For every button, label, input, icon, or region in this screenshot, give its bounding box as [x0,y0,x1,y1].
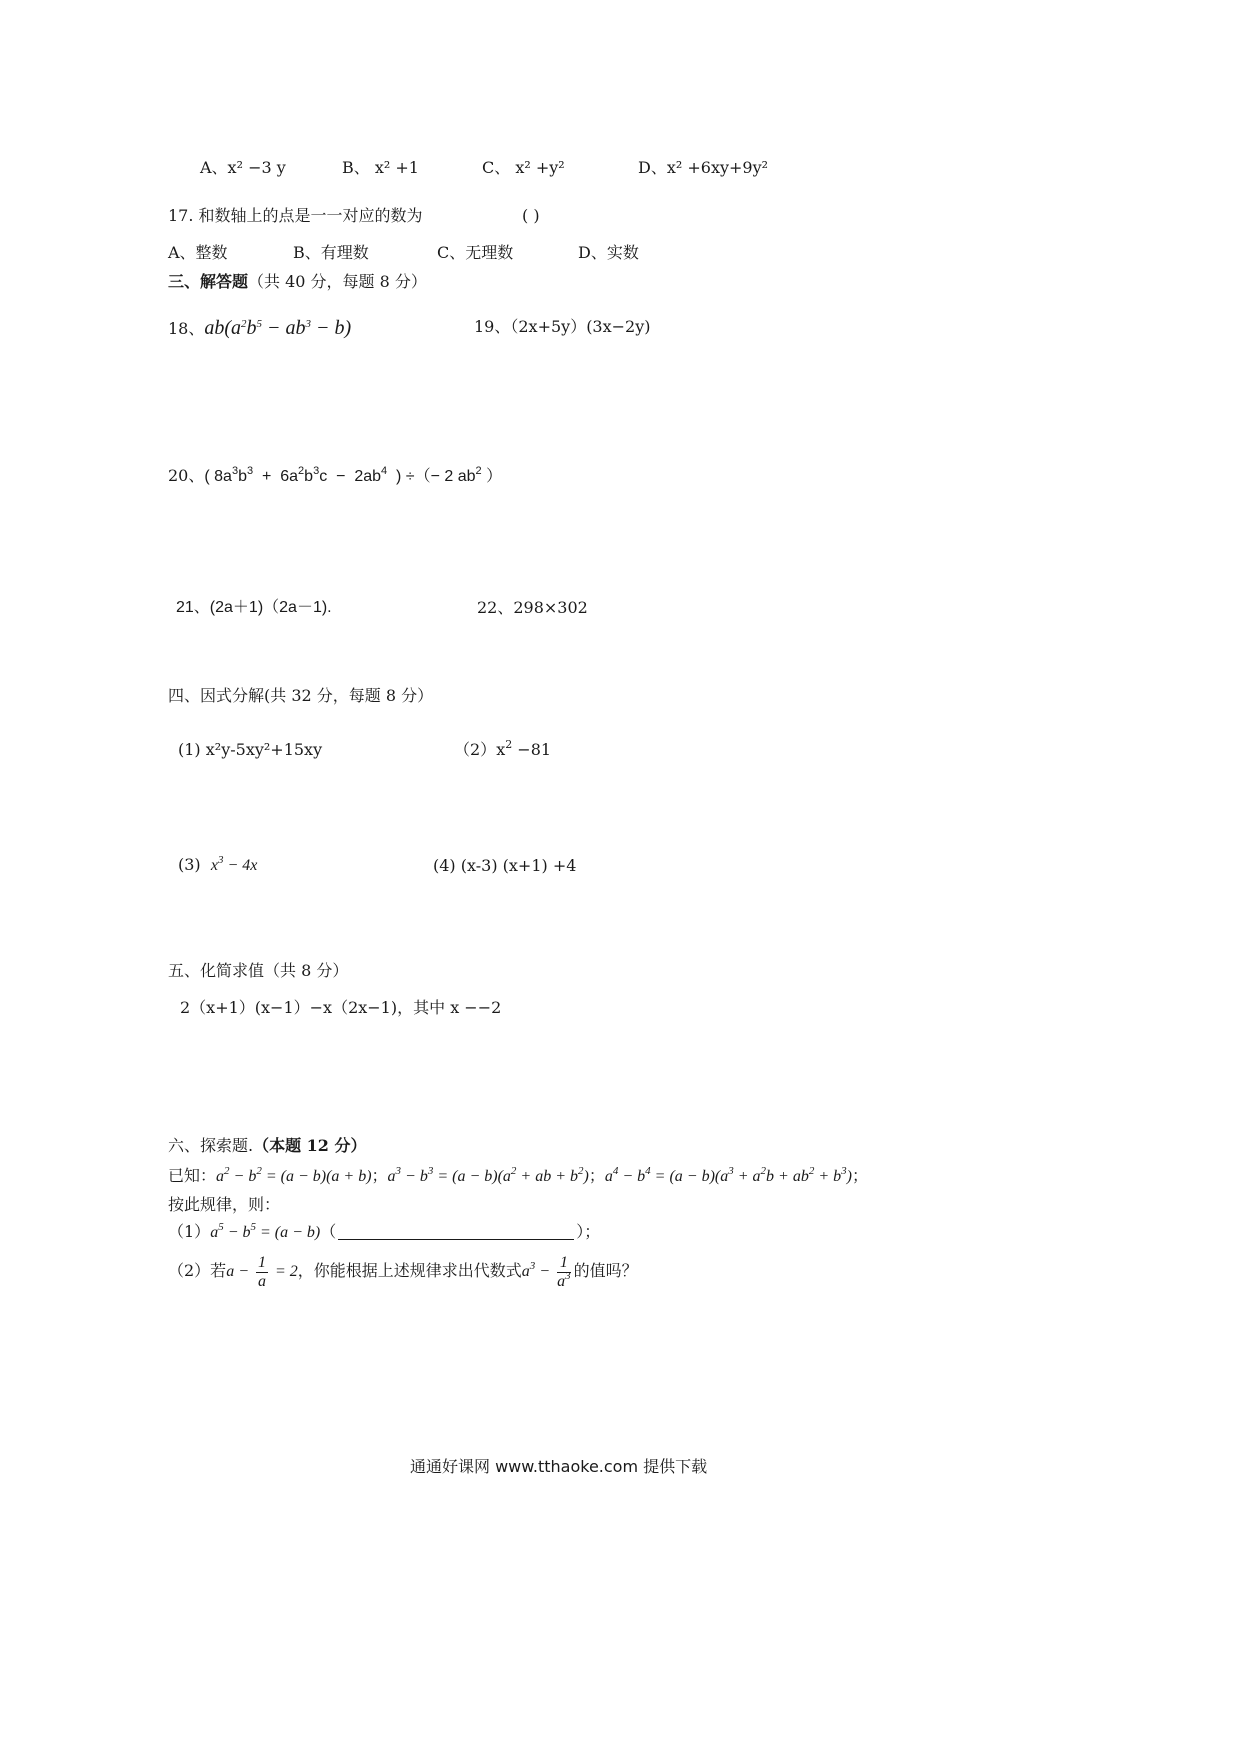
q18-number: 18、 [168,319,205,338]
factor-q2-label: （2） [454,740,497,759]
q22: 22、298×302 [477,598,588,617]
part2-target-expression: $a^3$ − $\frac{1}{a^3}$ [521,1254,571,1290]
q17-option-b: B、有理数 [293,243,369,262]
q19: 19、（2x+5y）(3x−2y) [474,317,651,336]
q16-option-c: C、 x² +y² [482,158,565,177]
q16-option-d: D、x² +6xy+9y² [638,158,769,177]
part2-label: （2）若 [168,1260,227,1280]
factor-q2-expression: $x^2 -81$ [496,738,552,759]
identity-3: $a^3 - b^3 = (a - b)(a^2$ + ab + $b^2$) [387,1165,589,1185]
q17-option-a: A、整数 [168,243,228,262]
rule-line: 按此规律，则： [168,1195,281,1214]
section6-title: 六、探索题. [168,1136,254,1155]
q17-option-d: D、实数 [578,243,639,262]
part1-label: （1） [168,1222,211,1241]
q20-number: 20、 [168,466,205,485]
q16-option-a: A、x² −3 y [200,158,286,177]
identity-4: $a^4 - b^4 = (a - b)(a^3 + a^2b + ab^2 + b^3)$ [604,1165,852,1185]
section6-heading [168,1136,367,1155]
footer-credit: 通通好课网 www.tthaoke.com 提供下载 [410,1457,708,1476]
part2-question: ，你能根据上述规律求出代数式 [297,1260,522,1280]
q18-expression: $ab(a^2b^5 - ab^3 - b)$ [204,317,352,339]
part1: $(1)a^5 - b^5 = (a - b)$（ ）； [168,1221,601,1241]
q20 [168,466,502,486]
part1-answer-blank[interactable] [338,1225,574,1240]
part2 [168,1254,638,1290]
known-label: 已知： [168,1166,217,1185]
factor-q3-expression: $x^3 - 4x$ [210,854,258,874]
factor-q1: (1) x²y-5xy²+15xy [178,740,323,759]
section3-heading [168,272,427,291]
q17-answer-paren: ( ) [522,206,540,225]
section3-score: （共 40 分，每题 8 分） [248,272,427,291]
part2-end: 的值吗？ [573,1260,638,1280]
section4-heading: 四、因式分解(共 32 分，每题 8 分） [168,686,434,705]
identity-2: $a^2 - b^2 = (a - b)(a + b)$ [216,1165,372,1185]
factor-q3-label: (3) [178,855,201,874]
section3-title: 三、解答题 [168,272,249,291]
factor-q3 [178,855,257,875]
q17-option-c: C、无理数 [437,243,514,262]
q18 [168,316,351,340]
part1-expression: $a^5 - b^5 = (a - b)$ [210,1221,321,1241]
q20-expression: ( $8a^3b^3 + 6a^2b^3c - 2ab^4$ ) ÷（− 2 $ab^2$ ） [204,465,503,485]
q21: 21、(2a＋1)（2a－1). [176,599,332,616]
known-identities: 已知：$a^2 - b^2 = (a - b)(a + b)$；$a^3 - b^3 = (a - b)(a^2$ + ab + $b^2$)；$a^4 - b^4 = (a - b)(a^3 + a^2b + ab^2 + b^3)$； [168,1165,868,1185]
section6-score: （本题 12 分） [253,1136,367,1155]
section5-heading: 五、化简求值（共 8 分） [168,961,349,980]
simplify-expression: 2（x+1）(x−1）−x（2x−1)，其中 x −−2 [180,998,502,1017]
part2-condition: a − $\frac{1}{a}$ = 2 [226,1254,298,1290]
factor-q4: (4) (x-3) (x+1) +4 [433,856,577,875]
q16-option-b: B、 x² +1 [342,158,419,177]
q17-stem: 17. 和数轴上的点是一一对应的数为 [168,206,423,225]
factor-q2 [454,740,551,759]
